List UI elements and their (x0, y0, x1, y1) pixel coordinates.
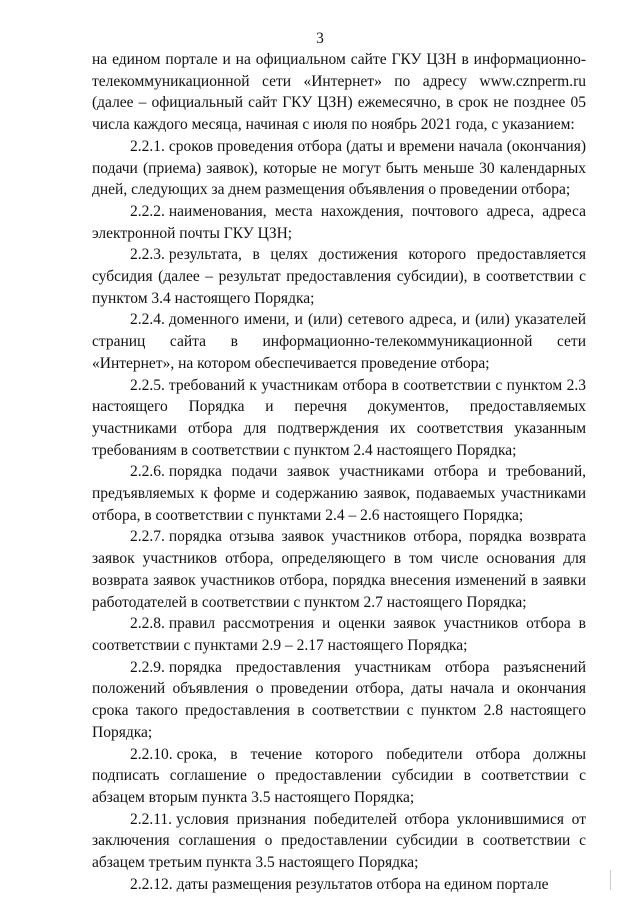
paragraph-2-2-5 (92, 375, 586, 462)
paragraph-text: требований к участникам отбора в соответствии с пунктом 2.3 настоящего Порядка и перечня документов, предоставляемых участниками отбора для подтверждения их соответствия указанным требованиям в соответствии с пунктом 2.4 настоящего Порядка; (92, 376, 586, 459)
paragraph-2-2-7 (92, 526, 586, 613)
paragraph-2-2-4 (92, 309, 586, 374)
paragraph-2-2-6 (92, 461, 586, 526)
paragraph-number: 2.2.2. (130, 202, 165, 220)
document-body (92, 49, 586, 895)
paragraph-2-2-11 (92, 809, 586, 874)
paragraph-2-2-2 (92, 201, 586, 244)
paragraph-number: 2.2.9. (130, 658, 165, 676)
paragraph-text: даты размещения результатов отбора на едином портале (176, 875, 549, 893)
paragraph-intro (92, 49, 586, 136)
paragraph-2-2-3 (92, 244, 586, 309)
paragraph-text: порядка подачи заявок участниками отбора и требований, предъявляемых к форме и содержанию заявок, подаваемых участниками отбора, в соответствии с пунктами 2.4 – 2.6 настоящего Порядка; (92, 463, 586, 524)
page-number: 3 (316, 30, 324, 47)
paragraph-number: 2.2.10. (130, 745, 173, 763)
paragraph-text: результата, в целях достижения которого предоставляется субсидия (далее – результат предоставления субсидии), в соответствии с пунктом 3.4 настоящего Порядка; (92, 246, 586, 307)
paragraph-number: 2.2.12. (130, 875, 173, 893)
paragraph-2-2-1 (92, 136, 586, 201)
paragraph-text: наименования, места нахождения, почтового адреса, адреса электронной почты ГКУ ЦЗН; (92, 202, 586, 242)
paragraph-number: 2.2.1. (130, 137, 165, 155)
paragraph-2-2-12 (92, 874, 586, 896)
scan-edge-mark (610, 870, 629, 890)
paragraph-number: 2.2.11. (130, 810, 173, 828)
paragraph-number: 2.2.4. (130, 311, 165, 329)
paragraph-text: порядка предоставления участникам отбора разъяснений положений объявления о проведении отбора, даты начала и окончания срока такого предоставления в соответствии с пунктом 2.8 настоящего Порядка; (92, 658, 586, 741)
paragraph-text: условия признания победителей отбора уклонившимися от заключения соглашения о предоставлении субсидии в соответствии с абзацем третьим пункта 3.5 настоящего Порядка; (92, 810, 586, 872)
paragraph-text: на едином портале и на официальном сайте ГКУ ЦЗН в информационно-телекоммуникационной сети «Интернет» по адресу www.cznperm.ru (далее – официальный сайт ГКУ ЦЗН) ежемесячно, в срок не позднее 05 числа каждого месяца, начиная с июля по ноябрь 2021 года, с указанием: (92, 51, 586, 134)
paragraph-number: 2.2.8. (130, 615, 165, 633)
paragraph-number: 2.2.6. (130, 463, 165, 481)
paragraph-2-2-8 (92, 613, 586, 656)
paragraph-2-2-10 (92, 744, 586, 809)
paragraph-text: доменного имени, и (или) сетевого адреса, и (или) указателей страниц сайта в информационно-телекоммуникационной сети «Интернет», на котором обеспечивается проведение отбора; (92, 311, 586, 372)
paragraph-text: правил рассмотрения и оценки заявок участников отбора в соответствии с пунктами 2.9 – 2.17 настоящего Порядка; (92, 615, 586, 654)
paragraph-2-2-9 (92, 657, 586, 744)
paragraph-text: срока, в течение которого победители отбора должны подписать соглашение о предоставлении субсидии в соответствии с абзацем вторым пункта 3.5 настоящего Порядка; (92, 745, 586, 806)
paragraph-number: 2.2.5. (130, 376, 165, 394)
paragraph-text: порядка отзыва заявок участников отбора, порядка возврата заявок участников отбора, определяющего в том числе основания для возврата заявок участников отбора, порядка внесения изменений в заявки работодателей в соответствии с пунктом 2.7 настоящего Порядка; (92, 528, 586, 611)
paragraph-text: сроков проведения отбора (даты и времени начала (окончания) подачи (приема) заявок), которые не могут быть меньше 30 календарных дней, следующих за днем размещения объявления о проведении отбора; (92, 137, 586, 199)
paragraph-number: 2.2.7. (130, 528, 165, 546)
paragraph-number: 2.2.3. (130, 246, 165, 264)
